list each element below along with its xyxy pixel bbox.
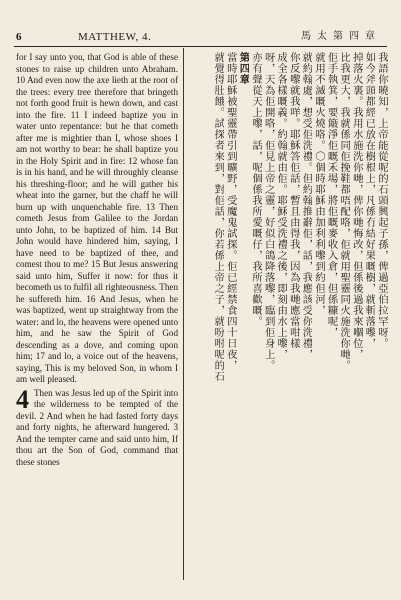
- chinese-text-column: 掉落火裏。我用水施洗你哋，俾你哋悔改，但係後過我來嗰位，: [350, 52, 363, 360]
- chapter-four-text: Then was Jesus led up of the Spirit into the wilderness to be tempted of the devil. 2 And when he had fasted forty days and forty nights, he afterward hungered. 3 And the tempter came and said unto him, If thou art the Son of God, command that these stones: [16, 387, 178, 467]
- chinese-text-column: 你反嚟就我咩。耶穌答佢話，暫且由得我，因為我哋應當咁樣: [287, 52, 300, 349]
- chinese-text-column: 如今斧頭都經已放在樹根上，凡係冇結好果嘅樹，就斬落嚟，: [363, 52, 376, 349]
- column-divider: [183, 48, 184, 580]
- chinese-text-column: 我語你曉知，上帝能從呢的石頭興起子孫，俾過亞伯拉罕呀。: [376, 52, 388, 349]
- chinese-text-column: 佢手執箕，要簸淨佢嘅禾場，將佢嘅麥收入倉，但係糠呢，: [325, 52, 338, 338]
- chinese-text-column: 就用不滅嘅火燒咯。〇個時耶穌由加利利嚟到約但河，: [313, 52, 326, 316]
- page-number: 6: [16, 31, 22, 43]
- chinese-text-column: 呀，天為佢開咯，佢見上帝之靈，好似白鴿降落嚟，臨到佢身上。: [262, 52, 275, 371]
- chinese-text-column: 就覺得肚餓。試探者來到，對佢話，你若係上帝之子，就吩咐呢的石: [212, 52, 225, 382]
- running-head: MATTHEW, 4.: [78, 31, 152, 43]
- chinese-running-head: 馬太第四章: [301, 31, 381, 42]
- chinese-text-column: 就約翰處，想受佢洗禮。但約翰推辭佢，話，我應該受你洗禮，: [300, 52, 313, 360]
- chapter-number: 4: [16, 384, 29, 414]
- chinese-text-column: 當時耶穌被聖靈帶引到曠野，受魔鬼試探。佢已經禁食四十日夜，: [224, 52, 237, 371]
- chinese-text-column: 亦有聲從天上嚟，話，呢個係我所愛嘅仔，我所喜歡嘅。: [250, 52, 263, 327]
- chinese-text-column: 比我更大，我就係同佢挽鞋都唔配咯，佢就用聖靈同火施洗你哋。: [338, 52, 351, 371]
- english-paragraph: for I say unto you, that God is able of these stones to raise up children unto Abraham. 10 And even now the axe lieth at the root of the trees: every tree therefore that bringeth not forth good fruit is hewn down, and cast into the fire. 11 I indeed baptize you in water unto repentance: but he that cometh after me is mightier than I, whose shoes I am not worthy to bear: he shall baptize you in the Holy Spirit and in fire: 12 whose fan is in his hand, and he will throughly cleanse his threshing-floor; and he will gather his wheat into the garner, but the chaff he will burn up with unquenchable fire. 13 Then cometh Jesus from Galilee to the Jordan unto John, to be baptized of him. 14 But John would have hindered him, saying, I have need to be baptized of thee, and comest thou to me? 15 But Jesus answering said unto him, Suffer it now: for thus it becometh us to fulfil all righteousness. Then he suffereth him. 16 And Jesus, when he was baptized, went up straightway from the water: and lo, the heavens were opened unto him, and he saw the Spirit of God descending as a dove, and coming upon him; 17 and lo, a voice out of the heavens, saying, This is my beloved Son, in whom I am well pleased.: [16, 52, 178, 384]
- page-header: [14, 28, 387, 47]
- english-column: [16, 52, 178, 468]
- chinese-chapter-title: 第四章: [237, 52, 250, 85]
- chapter-four-block: [16, 384, 178, 469]
- chinese-column: [190, 52, 388, 580]
- chinese-text-column: 成全各樣嘅義。約翰就由佢。耶穌受洗禮之後，即刻由水上嚟，: [275, 52, 288, 360]
